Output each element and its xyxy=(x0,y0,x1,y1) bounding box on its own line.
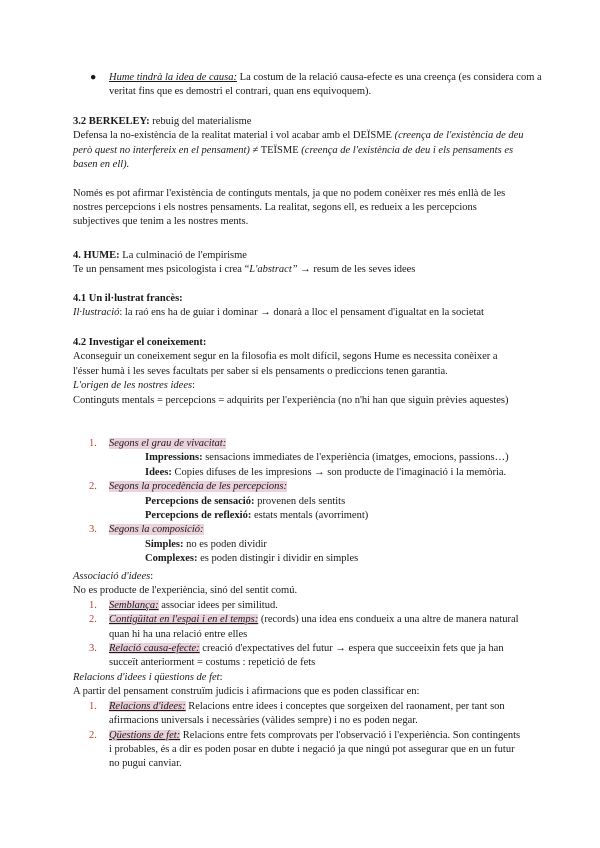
s41-heading: 4.1 Un il·lustrat francès: xyxy=(73,293,183,304)
assoc-item: 3. Relació causa-efecte: creació d'expectatives del futur → espera que succeeixin fets que ja han succeït anteriorment = costums : repetició de fets xyxy=(89,643,504,669)
origin-item: 3. Segons la composició: Simples: no es poden dividir Complexes: es poden distingir i dividir en simples xyxy=(73,523,525,566)
bullet-label: Hume tindrà la idea de causa: xyxy=(109,72,238,83)
section-hume xyxy=(73,249,525,278)
berkeley-paragraph-2: Només es pot afirmar l'existència de continguts mentals, ja que no podem conèixer res més enllà de les nostres percepcions i els nostres pensaments. La realitat, segons ell, es redueix a les percepcions subjectives que tenim a les nostres ments. xyxy=(73,187,506,228)
origin-item-title: Segons el grau de vivacitat: xyxy=(109,438,227,449)
s41-line: Il·lustració: la raó ens ha de guiar i dominar → donarà a lloc el pensament d'igualtat en la societat xyxy=(73,307,484,319)
origin-item: 2. Segons la procedència de les percepcions: Percepcions de sensació: provenen dels sentits Percepcions de reflexió: estats mentals (avorriment) xyxy=(73,480,525,523)
section-4-1 xyxy=(73,292,525,321)
rel-item: 2. Qüestions de fet: Relacions entre fets comprovats per l'observació i l'experiència. Son contingents i probables, és a dir es poden posar en dubte i negació ja que ningú pot assegurar que en un futur no pugui canviar. xyxy=(89,729,521,770)
origin-item-title: Segons la composició: xyxy=(109,524,204,536)
section-4-2 xyxy=(73,336,525,408)
rel-item: 1. Relacions d'idees: Relacions entre idees i conceptes que sorgeixen del raonament, per tant son afirmacions universals i necessàries (vàlides sempre) i no es poden negar. xyxy=(89,700,505,727)
origin-sub: Percepcions de reflexió: estats mentals (avorriment) xyxy=(145,510,369,522)
rel-title: Relacions d'idees i qüestions de fet: xyxy=(73,672,223,683)
s42-intro: Aconseguir un coneixement segur en la filosofia es molt difícil, segons Hume es necessita conèixer a l'ésser humà i les seves facultats per saber si els pensaments o prediccions tenen garantia. xyxy=(73,351,498,377)
berkeley-heading: 3.2 BERKELEY: rebuig del materialisme xyxy=(73,116,252,127)
section-association xyxy=(73,570,525,671)
bullet-text: La costum de la relació causa-efecte es una creença (es considera com a veritat fins que es demostri el contrari, quan ens equivoquem). xyxy=(109,72,542,98)
bullet-dot: ● xyxy=(90,72,97,83)
assoc-item: 1. Semblança: associar idees per similitud. xyxy=(89,599,278,611)
bullet-hume-causa xyxy=(73,71,561,100)
s42-origin-text: Continguts mentals = percepcions = adquirits per l'experiència (no n'hi han que siguin prèvies aquestes) xyxy=(73,394,509,406)
origin-sub: Impressions: sensacions immediates de l'experiència (imatges, emocions, passions…) xyxy=(145,452,509,464)
rel-text: A partir del pensament construïm judicis i afirmacions que es poden classificar en: xyxy=(73,686,420,698)
s42-origin-title: L'origen de les nostres idees: xyxy=(73,380,196,392)
origin-sub: Idees: Copies difuses de les impresions → son producte de l'imaginació i la memòria. xyxy=(145,466,507,478)
origin-list xyxy=(73,437,525,567)
s42-heading: 4.2 Investigar el coneixement: xyxy=(73,337,207,348)
section-relations xyxy=(73,671,525,772)
assoc-title: Associació d'idees: xyxy=(73,571,154,582)
section-berkeley xyxy=(73,115,525,230)
hume-line: Te un pensament mes psicologista i crea “L'abstract” → resum de les seves idees xyxy=(73,264,416,276)
origin-sub: Complexes: es poden distingir i dividir en simples xyxy=(145,553,359,565)
origin-item-title: Segons la procedència de les percepcions: xyxy=(109,481,287,493)
berkeley-paragraph-1: Defensa la no-existència de la realitat material i vol acabar amb el DEÏSME (creença de l'existència de deu però quest no interfereix en el pensament) ≠ TEÏSME (creença de l'existència de deu i els pensaments es basen en ell). xyxy=(73,130,524,171)
origin-sub: Percepcions de sensació: provenen dels sentits xyxy=(145,495,346,507)
origin-sub: Simples: no es poden dividir xyxy=(145,538,267,550)
assoc-text: No es producte de l'experiència, sinó del sentit comú. xyxy=(73,585,298,597)
hume-heading: 4. HUME: La culminació de l'empirisme xyxy=(73,250,247,261)
origin-item: 1. Segons el grau de vivacitat: Impressions: sensacions immediates de l'experiència (imatges, emocions, passions…) Idees: Copies difuses de les impresions → son producte de l'imaginació i la memòria. xyxy=(73,437,525,480)
assoc-item: 2. Contigüitat en l'espai i en el temps: (records) una idea ens condueix a una altre de manera natural quan hi ha una relació entre elles xyxy=(89,614,519,640)
